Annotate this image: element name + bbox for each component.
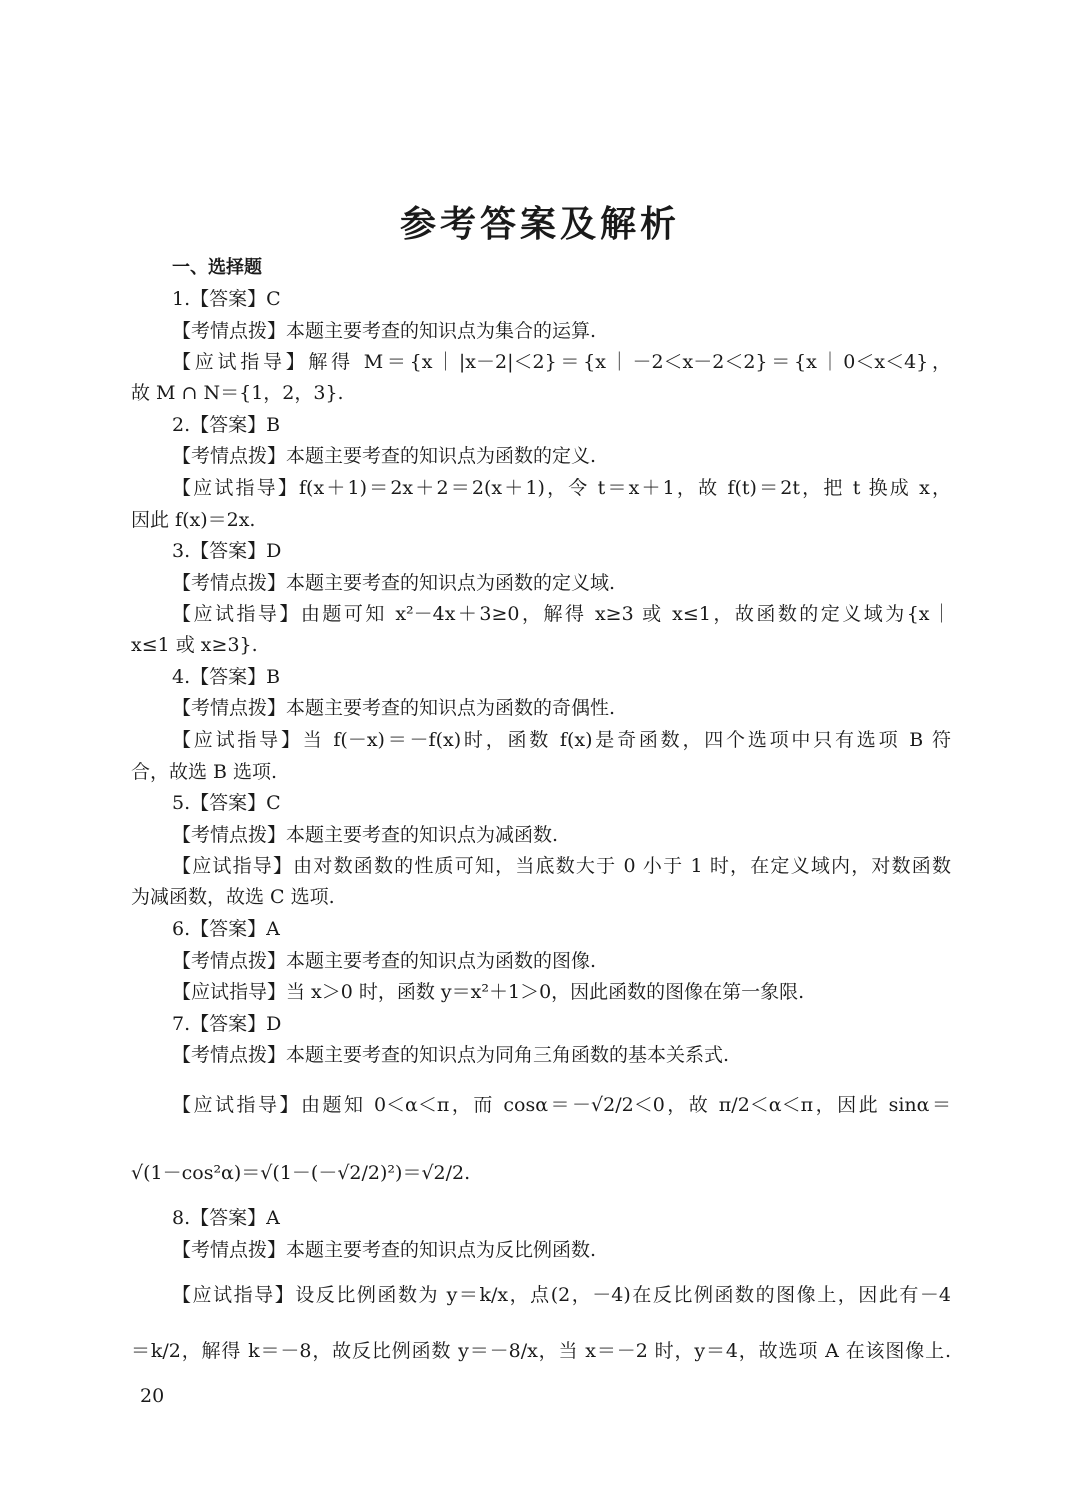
analysis-point-5: 【考情点拨】本题主要考查的知识点为减函数.: [172, 824, 559, 846]
answer-3: 3.【答案】D: [172, 540, 282, 562]
analysis-point-2: 【考情点拨】本题主要考查的知识点为函数的定义.: [172, 445, 597, 467]
answer-1: 1.【答案】C: [172, 288, 281, 310]
guidance-1-cont: 故 M ∩ N＝{1，2，3}.: [131, 382, 344, 404]
guidance-3-cont: x≤1 或 x≥3}.: [131, 634, 258, 656]
analysis-point-4: 【考情点拨】本题主要考查的知识点为函数的奇偶性.: [172, 697, 616, 719]
answer-4: 4.【答案】B: [172, 666, 281, 688]
page-number: 20: [140, 1385, 165, 1407]
answer-6: 6.【答案】A: [172, 918, 280, 940]
analysis-point-8: 【考情点拨】本题主要考查的知识点为反比例函数.: [172, 1239, 597, 1261]
guidance-5: 【应试指导】由对数函数的性质可知，当底数大于 0 小于 1 时，在定义域内，对数函数: [172, 855, 951, 877]
guidance-8-cont: ＝k/2，解得 k＝－8，故反比例函数 y＝－8/x，当 x＝－2 时，y＝4，故选项 A 在该图像上.: [131, 1340, 951, 1362]
guidance-3: 【应试指导】由题可知 x²－4x＋3≥0，解得 x≥3 或 x≤1，故函数的定义域为{x｜: [172, 603, 951, 625]
guidance-8: 【应试指导】设反比例函数为 y＝k/x，点(2，－4)在反比例函数的图像上，因此有－4: [172, 1284, 951, 1306]
guidance-7: 【应试指导】由题知 0＜α＜π，而 cosα＝－√2/2＜0，故 π/2＜α＜π，因此 sinα＝: [172, 1094, 951, 1116]
guidance-2-cont: 因此 f(x)＝2x.: [131, 509, 256, 531]
answer-5: 5.【答案】C: [172, 792, 281, 814]
guidance-4-cont: 合，故选 B 选项.: [131, 761, 278, 783]
guidance-5-cont: 为减函数，故选 C 选项.: [131, 886, 335, 908]
section-heading: 一、选择题: [172, 257, 262, 278]
analysis-point-1: 【考情点拨】本题主要考查的知识点为集合的运算.: [172, 320, 597, 342]
answer-8: 8.【答案】A: [172, 1207, 280, 1229]
page-title: 参考答案及解析: [399, 204, 680, 245]
analysis-point-7: 【考情点拨】本题主要考查的知识点为同角三角函数的基本关系式.: [172, 1044, 730, 1066]
guidance-2: 【应试指导】f(x＋1)＝2x＋2＝2(x＋1)，令 t＝x＋1，故 f(t)＝2t，把 t 换成 x，: [172, 477, 951, 499]
answer-2: 2.【答案】B: [172, 414, 281, 436]
guidance-1: 【应试指导】解得 M＝{x｜|x－2|＜2}＝{x｜－2＜x－2＜2}＝{x｜0＜x＜4}，: [172, 351, 951, 373]
guidance-6: 【应试指导】当 x＞0 时，函数 y＝x²＋1＞0，因此函数的图像在第一象限.: [172, 981, 805, 1003]
answer-7: 7.【答案】D: [172, 1013, 282, 1035]
analysis-point-3: 【考情点拨】本题主要考查的知识点为函数的定义域.: [172, 572, 616, 594]
analysis-point-6: 【考情点拨】本题主要考查的知识点为函数的图像.: [172, 950, 597, 972]
guidance-4: 【应试指导】当 f(－x)＝－f(x)时，函数 f(x)是奇函数，四个选项中只有选项 B 符: [172, 729, 951, 751]
guidance-7-formula: √(1－cos²α)＝√(1－(－√2/2)²)＝√2/2.: [131, 1162, 471, 1184]
